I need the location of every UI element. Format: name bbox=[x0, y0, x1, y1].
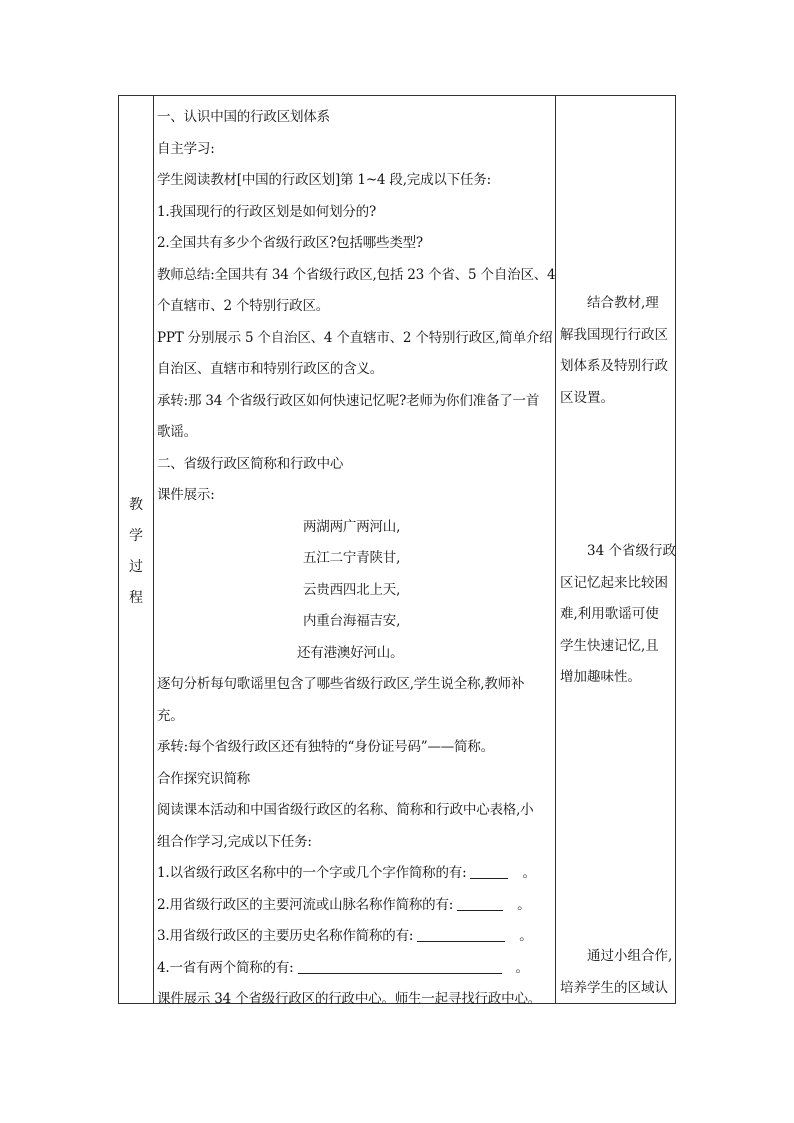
note-line: 34 个省级行政 bbox=[587, 543, 676, 559]
task-end: 。 bbox=[517, 896, 531, 913]
task-text: 2.用省级行政区的主要河流或山脉名称作简称的有: bbox=[157, 896, 454, 913]
design-note-1 bbox=[560, 288, 672, 414]
column-divider bbox=[555, 96, 556, 1003]
content-line: 个直辖市、2 个特别行政区。 bbox=[157, 298, 330, 314]
design-note-2 bbox=[560, 536, 676, 694]
content-line: 阅读课本活动和中国省级行政区的名称、简称和行政中心表格,小 bbox=[157, 802, 534, 818]
task-text: 4.一省有两个简称的有: bbox=[157, 959, 294, 976]
content-line: 学生阅读教材[中国的行政区划]第 1~4 段,完成以下任务: bbox=[157, 172, 491, 188]
task-text: 1.以省级行政区名称中的一个字或几个字作简称的有: bbox=[157, 865, 467, 881]
poem-line: 内重台海福吉安, bbox=[303, 613, 401, 629]
note-line: 区设置。 bbox=[560, 389, 614, 406]
task-end: 。 bbox=[522, 865, 536, 881]
task-item bbox=[157, 858, 553, 890]
note-line: 学生快速记忆,且 bbox=[560, 637, 659, 654]
content-line: 1.我国现行的行政区划是如何划分的? bbox=[157, 203, 377, 220]
content-line: 2.全国共有多少个省级行政区?包括哪些类型? bbox=[157, 235, 423, 251]
content-line: 自治区、直辖市和特别行政区的含义。 bbox=[157, 361, 384, 377]
task-item bbox=[157, 890, 553, 922]
poem-line: 五江二宁青陕甘, bbox=[303, 550, 401, 566]
column-divider bbox=[153, 96, 154, 1003]
section-label-char: 程 bbox=[129, 590, 143, 606]
note-line: 通过小组合作, bbox=[587, 948, 673, 964]
note-line: 区记忆起来比较困 bbox=[560, 574, 668, 591]
content-line: 合作探究识简称 bbox=[157, 770, 251, 787]
content-line: 承转:每个省级行政区还有独特的“身份证号码”——简称。 bbox=[157, 739, 494, 755]
fill-blank bbox=[298, 959, 502, 974]
content-line: 充。 bbox=[157, 707, 184, 724]
section-label-char: 教 bbox=[129, 497, 143, 513]
section-label-char: 学 bbox=[129, 528, 143, 544]
task-end: 。 bbox=[519, 928, 533, 944]
content-line: 教师总结:全国共有 34 个省级行政区,包括 23 个省、5 个自治区、4 bbox=[157, 266, 556, 283]
content-line: 自主学习: bbox=[157, 140, 215, 157]
task-item bbox=[157, 921, 553, 953]
section-heading: 一、认识中国的行政区划体系 bbox=[157, 109, 330, 125]
note-line: 划体系及特别行政 bbox=[560, 358, 668, 374]
poem-line: 云贵西四北上天, bbox=[303, 581, 401, 598]
fill-blank bbox=[417, 927, 505, 942]
lesson-table bbox=[118, 95, 676, 1007]
fill-blank bbox=[470, 864, 508, 879]
content-line: 逐句分析每句歌谣里包含了哪些省级行政区,学生说全称,教师补 bbox=[157, 676, 525, 692]
section-label-char: 过 bbox=[129, 559, 143, 575]
content-line: 承转:那 34 个省级行政区如何快速记忆呢?老师为你们准备了一首 bbox=[157, 392, 540, 409]
note-line: 解我国现行行政区 bbox=[560, 326, 668, 343]
fill-blank bbox=[457, 896, 503, 911]
content-line: 课件展示 34 个省级行政区的行政中心。师生一起寻找行政中心。 bbox=[157, 991, 542, 1007]
section-heading: 二、省级行政区简称和行政中心 bbox=[157, 455, 344, 472]
poem-line: 两湖两广两河山, bbox=[303, 518, 401, 535]
note-line: 难,利用歌谣可使 bbox=[560, 606, 659, 622]
note-line: 增加趣味性。 bbox=[560, 669, 641, 685]
poem-line: 还有港澳好河山。 bbox=[297, 644, 404, 661]
section-label-column bbox=[119, 96, 153, 1003]
content-line: 课件展示: bbox=[157, 487, 215, 503]
content-line: PPT 分别展示 5 个自治区、4 个直辖市、2 个特别行政区,简单介绍 bbox=[157, 329, 553, 346]
teaching-content bbox=[157, 102, 556, 1016]
note-line: 结合教材,理 bbox=[587, 295, 659, 311]
content-line: 组合作学习,完成以下任务: bbox=[157, 833, 312, 850]
content-line: 歌谣。 bbox=[157, 424, 197, 440]
task-end: 。 bbox=[515, 959, 529, 976]
task-text: 3.用省级行政区的主要历史名称作简称的有: bbox=[157, 928, 414, 944]
design-note-3 bbox=[560, 941, 672, 1004]
note-line: 培养学生的区域认 bbox=[560, 979, 668, 996]
task-item bbox=[157, 953, 553, 985]
